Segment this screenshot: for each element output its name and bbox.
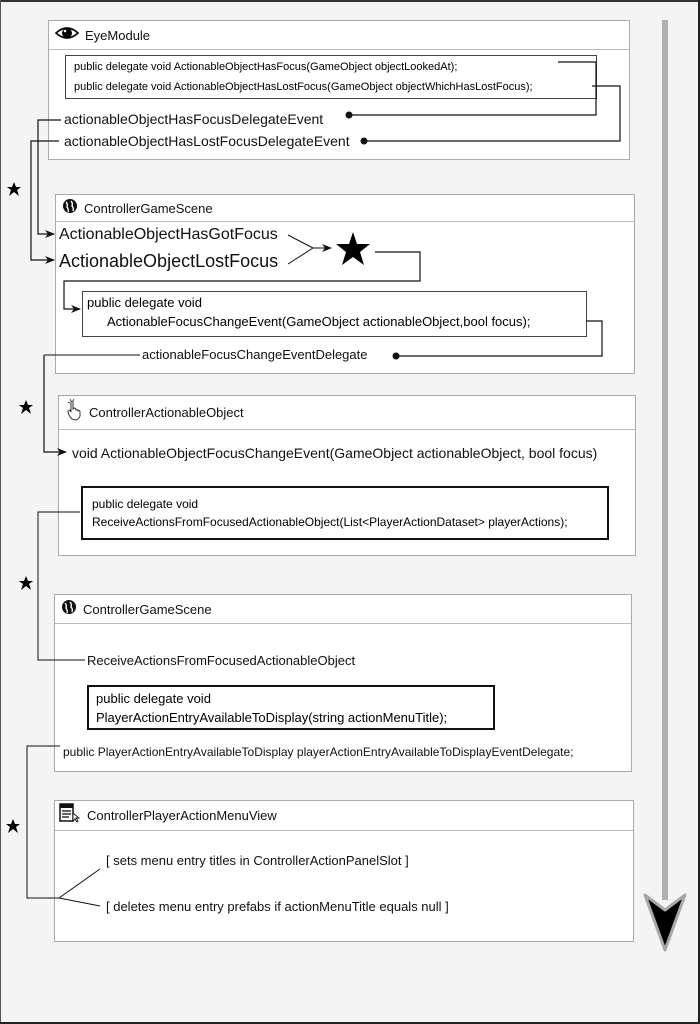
delegate-declaration-line: PlayerActionEntryAvailableToDisplay(string actionMenuTitle); <box>96 710 448 725</box>
sequence-star-icon <box>7 182 21 196</box>
event-field: actionableFocusChangeEventDelegate <box>142 347 368 362</box>
behavior-note: [ deletes menu entry prefabs if actionMenuTitle equals null ] <box>106 899 449 914</box>
delegate-box <box>65 55 597 99</box>
delegate-box <box>82 291 587 337</box>
frame-border-left <box>0 0 1 1024</box>
behavior-note: [ sets menu entry titles in ControllerActionPanelSlot ] <box>106 853 409 868</box>
delegate-declaration-line: ActionableFocusChangeEvent(GameObject actionableObject,bool focus); <box>107 314 531 329</box>
module-title: ControllerGameScene <box>84 200 213 216</box>
event-field: actionableObjectHasLostFocusDelegateEvent <box>64 133 350 149</box>
event-field: actionableObjectHasFocusDelegateEvent <box>64 111 324 127</box>
globe-icon <box>62 198 78 219</box>
module-title: ControllerPlayerActionMenuView <box>87 808 277 823</box>
delegate-declaration: public delegate void ActionableObjectHasLostFocus(GameObject objectWhichHasLostFocus); <box>74 81 533 93</box>
delegate-box <box>87 685 495 730</box>
eye-icon <box>55 25 79 46</box>
controller-actionable-object-module <box>58 395 636 556</box>
sequence-star-icon <box>19 400 33 414</box>
module-header <box>55 801 633 831</box>
module-title: EyeModule <box>85 27 151 43</box>
delegate-declaration-line: public delegate void <box>92 497 199 511</box>
module-header <box>55 595 631 624</box>
globe-icon <box>61 599 77 620</box>
delegate-declaration-line: ReceiveActionsFromFocusedActionableObject(List<PlayerActionDataset> playerActions); <box>92 515 568 529</box>
module-header <box>59 396 635 430</box>
flow-direction-arrow <box>645 20 685 950</box>
module-title: ControllerGameScene <box>83 601 212 617</box>
delegate-declaration-line: public delegate void <box>96 691 211 706</box>
handler-method: void ActionableObjectFocusChangeEvent(GameObject actionableObject, bool focus) <box>72 445 598 461</box>
sequence-star-icon <box>19 576 33 590</box>
handler-method: ActionableObjectLostFocus <box>59 251 279 271</box>
sequence-star-icon <box>6 819 20 833</box>
controller-player-action-menu-view-module <box>54 800 634 942</box>
controller-game-scene-module <box>55 194 635 374</box>
menu-view-icon <box>59 803 81 828</box>
handler-method: ReceiveActionsFromFocusedActionableObject <box>87 653 356 668</box>
module-header <box>49 21 629 50</box>
event-field: public PlayerActionEntryAvailableToDisplay playerActionEntryAvailableToDisplayEventDelegate; <box>63 745 574 759</box>
handler-method: ActionableObjectHasGotFocus <box>59 226 278 243</box>
module-header <box>56 195 634 222</box>
touch-hand-icon <box>65 398 83 427</box>
module-title: ControllerActionableObject <box>89 405 244 420</box>
delegate-declaration: public delegate void ActionableObjectHasFocus(GameObject objectLookedAt); <box>74 61 458 73</box>
delegate-box <box>81 486 609 540</box>
delegate-declaration-line: public delegate void <box>87 295 202 310</box>
eye-module <box>48 20 630 160</box>
frame-border-top <box>0 0 700 2</box>
controller-game-scene-module-2 <box>54 594 632 772</box>
